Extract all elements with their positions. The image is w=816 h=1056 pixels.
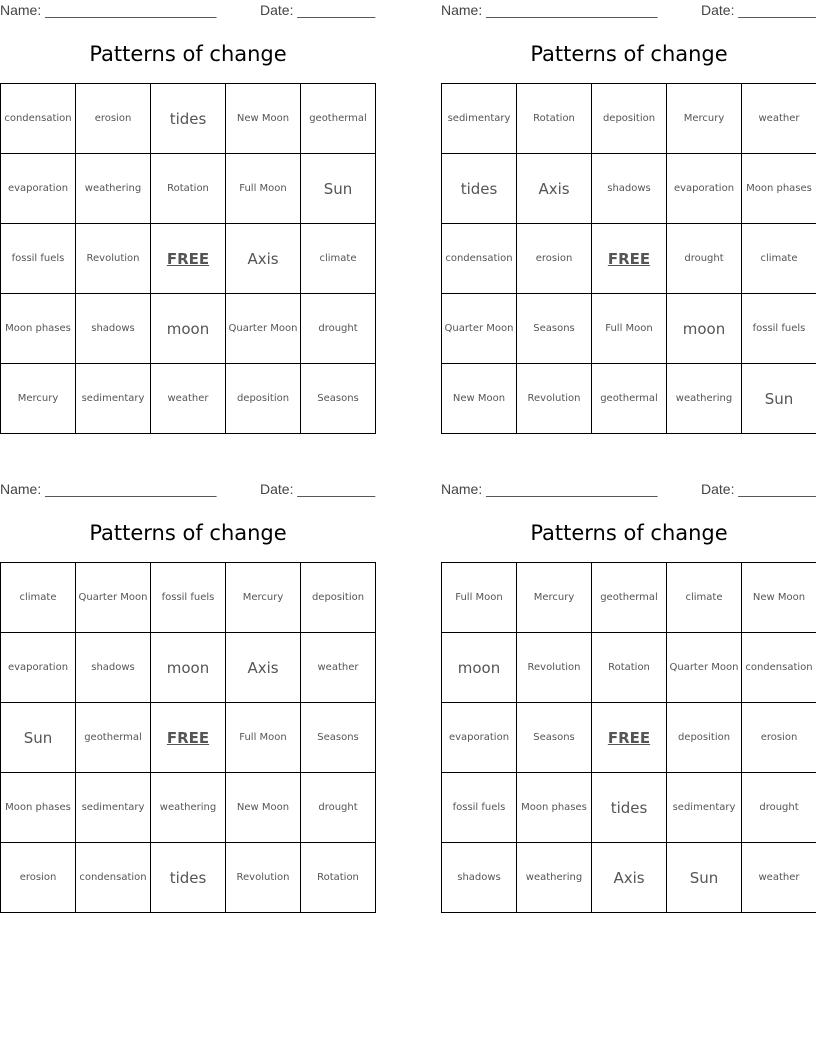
bingo-cell: tides (151, 84, 226, 154)
bingo-cell: fossil fuels (442, 773, 517, 843)
bingo-cell: fossil fuels (742, 294, 816, 364)
bingo-cell: sedimentary (442, 84, 517, 154)
bingo-cell: Full Moon (226, 154, 301, 224)
bingo-cell: fossil fuels (1, 224, 76, 294)
bingo-cell: Rotation (592, 633, 667, 703)
date-field-label: Date: __________ (260, 2, 376, 18)
bingo-cell: drought (742, 773, 816, 843)
bingo-cell: Quarter Moon (226, 294, 301, 364)
bingo-cell: drought (667, 224, 742, 294)
bingo-cell: shadows (592, 154, 667, 224)
bingo-cell: Revolution (517, 364, 592, 434)
bingo-cell: evaporation (1, 154, 76, 224)
bingo-cell: New Moon (742, 563, 816, 633)
bingo-cell: weather (742, 843, 816, 913)
bingo-grid (441, 562, 816, 913)
bingo-cell: tides (592, 773, 667, 843)
bingo-grid (0, 562, 376, 913)
bingo-cell: Sun (301, 154, 376, 224)
bingo-grid (441, 83, 816, 434)
bingo-cell: deposition (301, 563, 376, 633)
bingo-cell: erosion (517, 224, 592, 294)
bingo-card-3 (0, 479, 376, 919)
bingo-cell: Mercury (517, 563, 592, 633)
bingo-cell: weather (151, 364, 226, 434)
bingo-cell: condensation (742, 633, 816, 703)
bingo-cell: Axis (517, 154, 592, 224)
date-field-label: Date: __________ (701, 481, 816, 497)
bingo-cell: evaporation (667, 154, 742, 224)
bingo-cell: erosion (76, 84, 151, 154)
bingo-cell: Rotation (301, 843, 376, 913)
bingo-cell: Seasons (517, 703, 592, 773)
bingo-cell: tides (151, 843, 226, 913)
bingo-cell: condensation (1, 84, 76, 154)
card-title: Patterns of change (530, 42, 728, 66)
bingo-cell: moon (667, 294, 742, 364)
bingo-cell: Full Moon (442, 563, 517, 633)
bingo-cell: moon (151, 633, 226, 703)
bingo-cell: Mercury (667, 84, 742, 154)
bingo-cell: Seasons (301, 364, 376, 434)
bingo-cell: Quarter Moon (667, 633, 742, 703)
card-header (441, 0, 816, 22)
bingo-cell: weathering (76, 154, 151, 224)
bingo-cell: Moon phases (742, 154, 816, 224)
bingo-cell: Sun (1, 703, 76, 773)
free-space-cell: FREE (592, 703, 667, 773)
bingo-cell: geothermal (592, 563, 667, 633)
bingo-cell: evaporation (442, 703, 517, 773)
bingo-cell: condensation (442, 224, 517, 294)
bingo-cell: sedimentary (76, 364, 151, 434)
bingo-cell: climate (742, 224, 816, 294)
bingo-cell: Axis (592, 843, 667, 913)
bingo-cell: Revolution (76, 224, 151, 294)
bingo-cell: Full Moon (226, 703, 301, 773)
bingo-cell: weathering (517, 843, 592, 913)
bingo-cell: Sun (667, 843, 742, 913)
name-field-label: Name: ______________________ (0, 2, 217, 18)
bingo-cell: Mercury (226, 563, 301, 633)
card-header (0, 479, 376, 501)
bingo-cell: weather (301, 633, 376, 703)
free-space-cell: FREE (151, 703, 226, 773)
bingo-cell: New Moon (226, 773, 301, 843)
bingo-cell: weathering (667, 364, 742, 434)
bingo-cell: moon (442, 633, 517, 703)
bingo-cell: drought (301, 294, 376, 364)
free-space-cell: FREE (151, 224, 226, 294)
bingo-cell: sedimentary (667, 773, 742, 843)
bingo-card-4 (441, 479, 816, 919)
bingo-cell: climate (667, 563, 742, 633)
bingo-cell: condensation (76, 843, 151, 913)
bingo-card-2 (441, 0, 816, 440)
bingo-cell: erosion (1, 843, 76, 913)
card-title: Patterns of change (89, 42, 287, 66)
card-header (0, 0, 376, 22)
card-header (441, 479, 816, 501)
bingo-cell: Moon phases (1, 773, 76, 843)
bingo-cell: shadows (442, 843, 517, 913)
bingo-cell: Sun (742, 364, 816, 434)
bingo-cell: New Moon (226, 84, 301, 154)
bingo-cell: fossil fuels (151, 563, 226, 633)
bingo-cell: Axis (226, 633, 301, 703)
bingo-cell: deposition (226, 364, 301, 434)
name-field-label: Name: ______________________ (0, 481, 217, 497)
bingo-cell: Mercury (1, 364, 76, 434)
bingo-cell: New Moon (442, 364, 517, 434)
bingo-cell: shadows (76, 294, 151, 364)
date-field-label: Date: __________ (701, 2, 816, 18)
bingo-cell: deposition (667, 703, 742, 773)
bingo-cell: weathering (151, 773, 226, 843)
bingo-cell: sedimentary (76, 773, 151, 843)
name-field-label: Name: ______________________ (441, 481, 658, 497)
bingo-cell: drought (301, 773, 376, 843)
bingo-cell: Full Moon (592, 294, 667, 364)
card-title: Patterns of change (530, 521, 728, 545)
bingo-cell: Moon phases (1, 294, 76, 364)
bingo-cell: weather (742, 84, 816, 154)
bingo-cell: Rotation (151, 154, 226, 224)
bingo-cell: Rotation (517, 84, 592, 154)
date-field-label: Date: __________ (260, 481, 376, 497)
bingo-cell: Revolution (226, 843, 301, 913)
bingo-cell: Seasons (301, 703, 376, 773)
bingo-cell: Quarter Moon (442, 294, 517, 364)
bingo-cell: Moon phases (517, 773, 592, 843)
bingo-cell: Quarter Moon (76, 563, 151, 633)
bingo-cell: deposition (592, 84, 667, 154)
bingo-cell: Revolution (517, 633, 592, 703)
card-title: Patterns of change (89, 521, 287, 545)
bingo-cell: geothermal (592, 364, 667, 434)
bingo-cell: shadows (76, 633, 151, 703)
bingo-cell: Seasons (517, 294, 592, 364)
bingo-grid (0, 83, 376, 434)
bingo-cell: moon (151, 294, 226, 364)
bingo-cell: tides (442, 154, 517, 224)
bingo-cell: geothermal (76, 703, 151, 773)
bingo-cell: Axis (226, 224, 301, 294)
bingo-cell: geothermal (301, 84, 376, 154)
bingo-cell: evaporation (1, 633, 76, 703)
bingo-cell: erosion (742, 703, 816, 773)
bingo-card-1 (0, 0, 376, 440)
bingo-cell: climate (301, 224, 376, 294)
free-space-cell: FREE (592, 224, 667, 294)
name-field-label: Name: ______________________ (441, 2, 658, 18)
bingo-cell: climate (1, 563, 76, 633)
